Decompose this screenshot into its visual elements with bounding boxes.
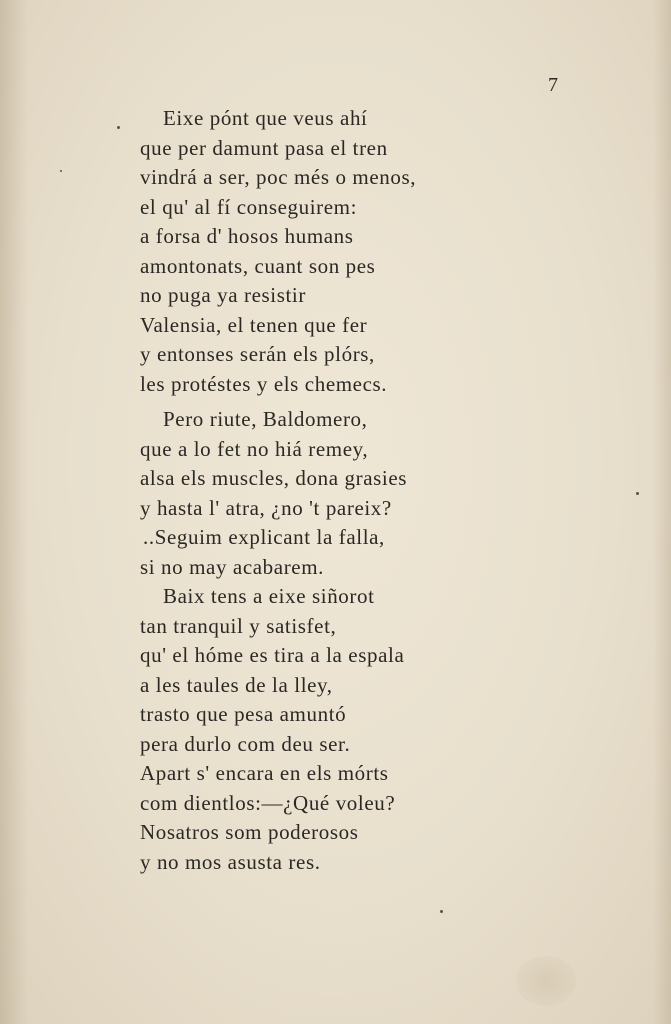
poem-line: les protéstes y els chemecs. [140,371,388,396]
poem-line: Baix tens a eixe siñorot [163,584,375,608]
poem-line: a les taules de la lley, [140,672,333,697]
poem-line: y hasta l' atra, ¿no 't pareix? [140,495,392,520]
poem-line: no puga ya resistir [140,283,306,307]
poem-line: trasto que pesa amuntó [140,702,347,726]
ink-speck [60,170,62,172]
poem-line: qu' el hóme es tira a la espala [140,643,405,667]
poem-line: Apart s' encara en els mórts [140,761,389,785]
poem-line: Valensia, el tenen que fer [140,312,368,337]
poem-line: si no may acabarem. [140,554,324,579]
poem-line: com dientlos:—¿Qué voleu? [140,790,396,815]
poem-line: pera durlo com deu ser. [140,731,351,756]
poem-line: que per damunt pasa el tren [140,135,388,160]
ink-speck [117,126,120,129]
poem-line: y no mos asusta res. [140,849,321,874]
poem-line: que a lo fet no hiá remey, [140,436,369,461]
poem-text [140,104,520,877]
page-edge-shadow-right [653,0,671,1024]
poem-line: tan tranquil y satisfet, [140,613,337,638]
page-number: 7 [548,74,558,96]
poem-line: Eixe pónt que veus ahí [163,106,368,130]
poem-line: amontonats, cuant son pes [140,253,376,278]
poem-line: el qu' al fí conseguirem: [140,194,358,219]
poem-line: alsa els muscles, dona grasies [140,466,408,490]
ink-speck [636,492,639,495]
ink-speck [440,910,443,913]
poem-line: Pero riute, Baldomero, [163,407,368,431]
poem-line: y entonses serán els plórs, [140,342,375,366]
poem-line: vindrá a ser, poc més o menos, [140,165,417,189]
poem-line: ..Seguim explicant la falla, [143,525,385,549]
poem-line: Nosatros som poderosos [140,820,359,844]
page-edge-shadow-left [0,0,28,1024]
paper-stain [516,956,576,1006]
poem-line: a forsa d' hosos humans [140,224,354,248]
